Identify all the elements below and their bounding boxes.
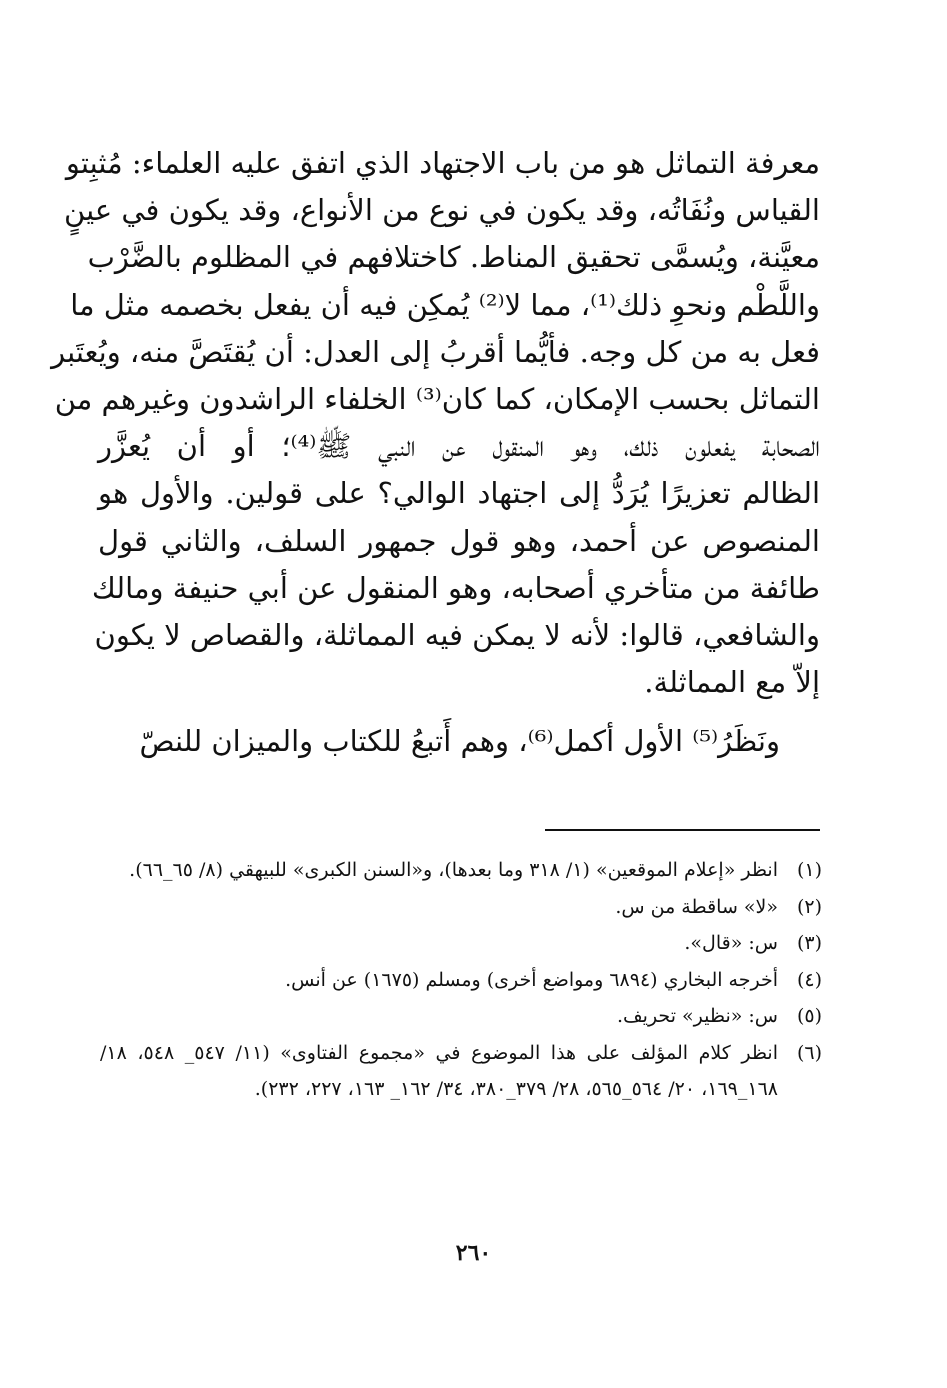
footnote-text: انظر كلام المؤلف على هذا الموضوع في «مجموع الفتاوى» (١١/ ٥٤٧_ ٥٤٨، ١٨/ ١٦٨_١٦٩، ٢٠/ ٥٦٤_٥٦٥، ٢٨/ ٣٧٩_٣٨٠، ٣٤/ ١٦٢_ ١٦٣، ٢٢٧، ٢٣٢). [100,1041,778,1100]
footnote-item [100,1035,822,1108]
text-line: المنصوص عن أحمد، وهو قول جمهور السلف، والثاني قول [98,523,820,558]
footnote-number: (٦) [796,1041,822,1064]
text-line: والشافعي، قالوا: لأنه لا يمكن فيه المماثلة، والقصاص لا يكون [94,617,820,652]
text-line: القياس ونُفَاتُه، وقد يكون في نوع من الأنواع، وقد يكون في عينٍ [64,193,820,228]
footnote-text: «لا» ساقطة من س. [615,895,778,918]
text-line: التماثل بحسب الإمكان، كما كان⁽³⁾ الخلفاء الراشدون وغيرهم من [54,381,820,416]
text-line: الظالم تعزيرًا يُرَدُّ إلى اجتهاد الوالي؟ على قولين. والأول هو [98,476,820,511]
footnote-text: س: «قال». [684,932,778,954]
footnote-item [100,998,822,1035]
main-text-block [51,140,820,765]
text-line: معرفة التماثل هو من باب الاجتهاد الذي اتفق عليه العلماء: مُثبِتو [65,146,820,180]
text-line: الصحابة يفعلون ذلك، وهو المنقول عن النبي ﷺ⁽⁴⁾؛ أو أن يُعزَّر [98,429,820,464]
footnote-item [100,962,822,999]
footnote-item [100,852,822,889]
text-line: إلاّ مع المماثلة. [644,665,820,700]
paragraph-two-first-line: ونَظَرُ⁽⁵⁾ الأول أكمل⁽⁶⁾، وهم أَتبعُ للكتاب والميزان للنصّ [139,724,780,759]
footnote-item [100,925,822,962]
page-number: ٢٦٠ [455,1240,492,1266]
footnote-number: (٥) [796,1005,822,1027]
footnotes-section [100,852,822,1108]
text-line: طائفة من متأخري أصحابه، وهو المنقول عن أبي حنيفة ومالك [91,570,820,605]
footnote-text: أخرجه البخاري (٦٨٩٤ ومواضع أخرى) ومسلم (١٦٧٥) عن أنس. [285,968,778,991]
footnote-item [100,889,822,926]
text-line: معيَّنة، ويُسمَّى تحقيق المناط. كاختلافهم في المظلوم بالضَّرْب [87,240,820,275]
text-line: واللَّطْم ونحوِ ذلك⁽¹⁾، مما لا⁽²⁾ يُمكِن فيه أن يفعل بخصمه مثل ما [70,287,820,322]
footnote-number: (١) [796,859,822,881]
footnote-text: انظر «إعلام الموقعين» (١/ ٣١٨ وما بعدها)، و«السنن الكبرى» للبيهقي (٨/ ٦٥_٦٦). [129,859,778,881]
footnote-text: س: «نظير» تحريف. [616,1005,778,1027]
footnote-divider [545,829,820,831]
footnote-number: (٣) [796,932,822,954]
footnote-number: (٢) [796,895,822,918]
footnote-number: (٤) [796,968,822,991]
text-line: فعل به من كل وجه. فأيُّما أقربُ إلى العدل: أن يُقتَصَّ منه، ويُعتَبر [51,334,820,369]
